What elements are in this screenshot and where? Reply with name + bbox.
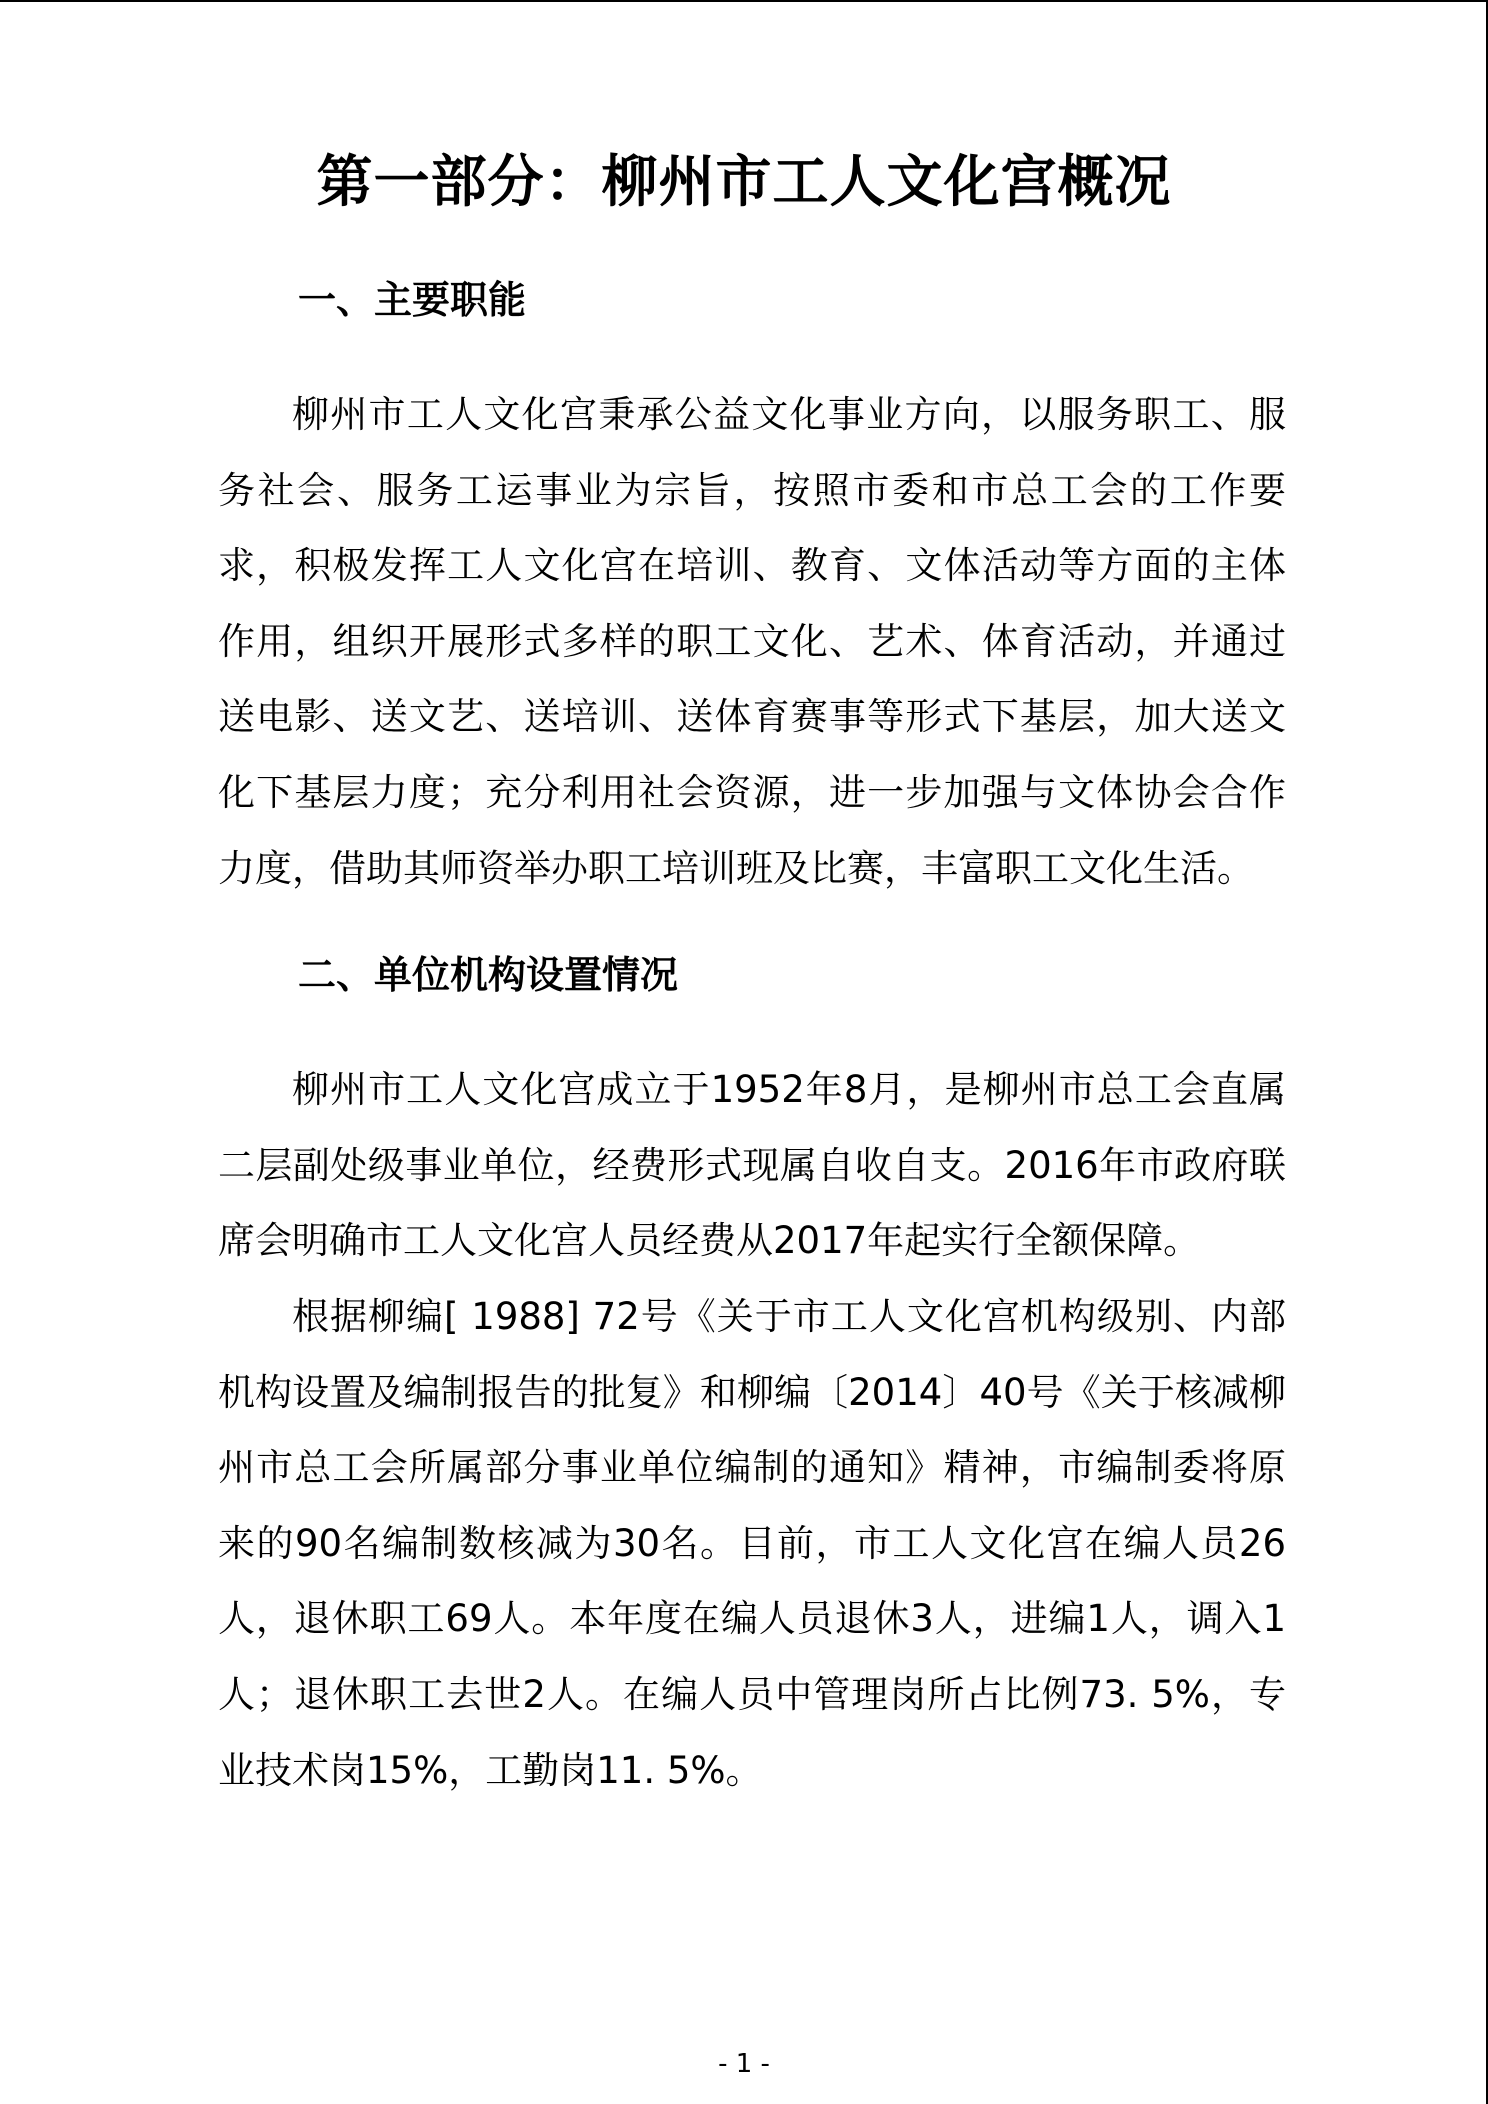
paragraph-staffing: 根据柳编[ 1988] 72号《关于市工人文化宫机构级别、内部机构设置及编制报告的批复》和柳编〔2014〕40号《关于核减柳州市总工会所属部分事业单位编制的通知》精神，市编制委将原来的90名编制数核减为30名。目前，市工人文化宫在编人员26人，退休职工69人。本年度在编人员退休3人，进编1人，调入1人；退休职工去世2人。在编人员中管理岗所占比例73. 5%，专业技术岗15%，工勤岗11. 5%。 bbox=[218, 1295, 1286, 1792]
section-heading-main-functions: 一、主要职能 bbox=[298, 278, 527, 322]
document-title: 第一部分：柳州市工人文化宫概况 bbox=[316, 150, 1172, 215]
paragraph-main-functions: 柳州市工人文化宫秉承公益文化事业方向，以服务职工、服务社会、服务工运事业为宗旨，按照市委和市总工会的工作要求，积极发挥工人文化宫在培训、教育、文体活动等方面的主体作用，组织开展形式多样的职工文化、艺术、体育活动，并通过送电影、送文艺、送培训、送体育赛事等形式下基层，加大送文化下基层力度；充分利用社会资源，进一步加强与文体协会合作力度，借助其师资举办职工培训班及比赛，丰富职工文化生活。 bbox=[218, 393, 1286, 890]
page-number: - 1 - bbox=[718, 2049, 770, 2079]
section-heading-organization: 二、单位机构设置情况 bbox=[298, 953, 679, 997]
paragraph-organization-history: 柳州市工人文化宫成立于1952年8月，是柳州市总工会直属二层副处级事业单位，经费形式现属自收自支。2016年市政府联席会明确市工人文化宫人员经费从2017年起实行全额保障。 bbox=[218, 1068, 1286, 1263]
